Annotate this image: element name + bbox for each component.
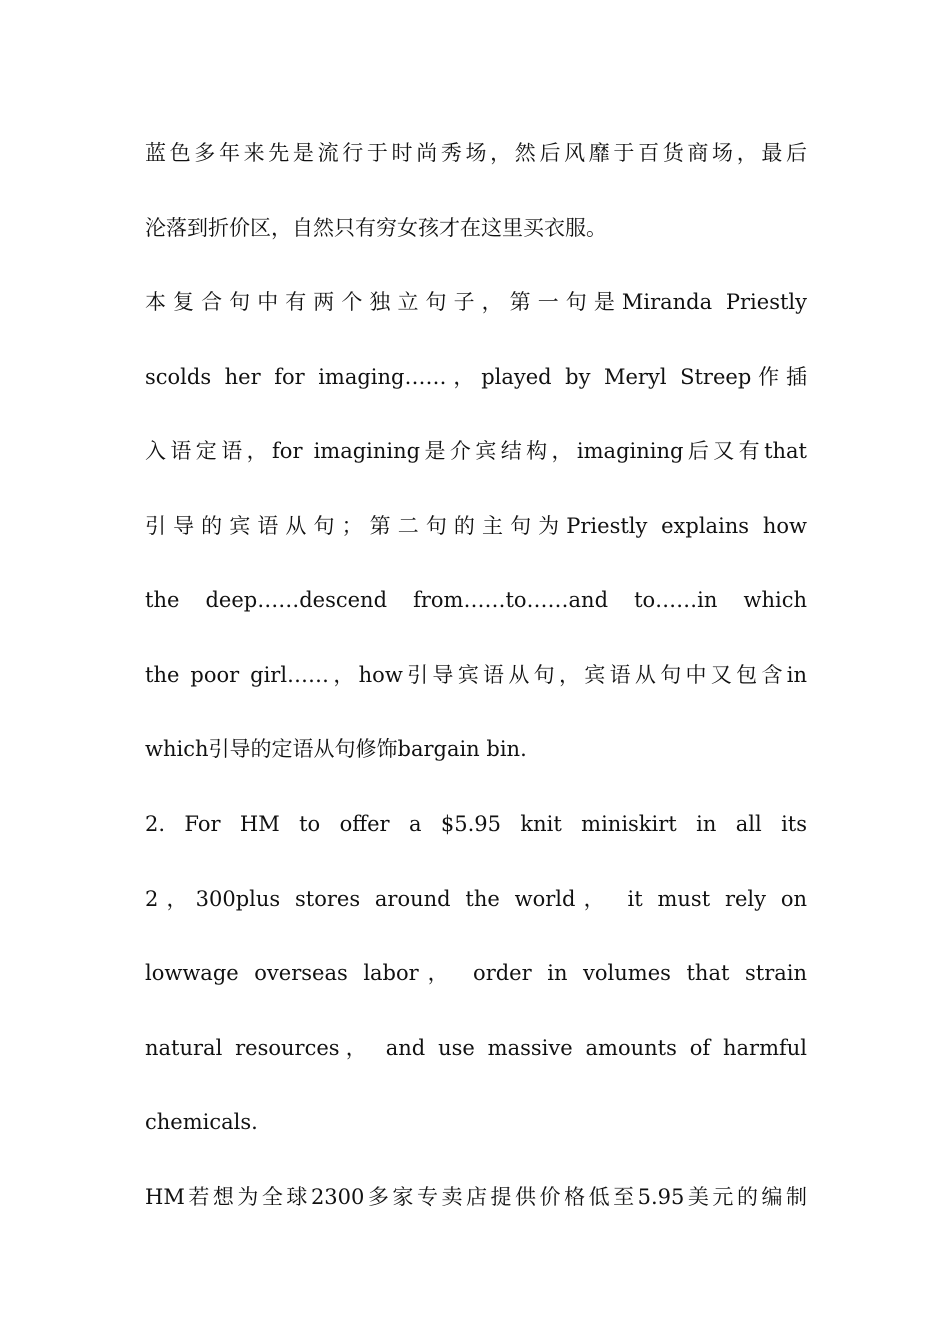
text-line: the deep……descend from……to……and to……in which — [145, 588, 807, 612]
text-line: 2，300plus stores around the world， it must rely on — [145, 887, 807, 911]
text-line: 蓝色多年来先是流行于时尚秀场，然后风靡于百货商场，最后 — [145, 141, 807, 165]
text-line: 沦落到折价区，自然只有穷女孩才在这里买衣服。 — [145, 216, 607, 240]
text-line: 2. For HM to offer a $5.95 knit miniskirt in all its — [145, 812, 807, 836]
text-line: chemicals. — [145, 1110, 258, 1134]
document-page — [145, 0, 807, 1344]
text-line: 本复合句中有两个独立句子，第一句是Miranda Priestly — [145, 290, 807, 314]
text-line: HM若想为全球2300多家专卖店提供价格低至5.95美元的编制 — [145, 1185, 807, 1209]
text-line: lowwage overseas labor， order in volumes that strain — [145, 961, 807, 985]
text-line: scolds her for imaging……，played by Meryl Streep作插 — [145, 365, 807, 389]
text-line: the poor girl……，how引导宾语从句，宾语从句中又包含in — [145, 663, 807, 687]
text-line: 引导的宾语从句；第二句的主句为Priestly explains how — [145, 514, 807, 538]
text-line: natural resources， and use massive amounts of harmful — [145, 1036, 807, 1060]
text-line: which引导的定语从句修饰bargain bin. — [145, 737, 527, 761]
text-line: 入语定语，for imagining是介宾结构，imagining后又有that — [145, 439, 807, 463]
